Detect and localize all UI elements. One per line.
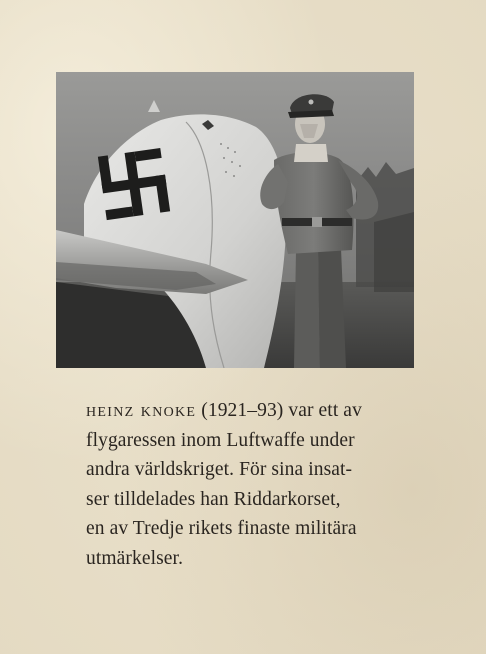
photo-illustration [56, 72, 414, 368]
caption-line-3: andra världskriget. För sina insat- [86, 459, 353, 481]
caption-line-1-rest: (1921–93) var ett av [196, 400, 362, 421]
historical-photo [56, 72, 414, 368]
photo-caption [86, 396, 466, 574]
caption-line-5: en av Tredje rikets finaste militära [86, 518, 357, 540]
person-name: heinz knoke [86, 399, 197, 421]
caption-line-2: flygaressen inom Luftwaffe under [86, 429, 355, 451]
caption-line-6: utmärkelser. [86, 547, 184, 569]
caption-line-1 [86, 396, 466, 426]
caption-line-4: ser tilldelades han Riddarkorset, [86, 488, 341, 510]
